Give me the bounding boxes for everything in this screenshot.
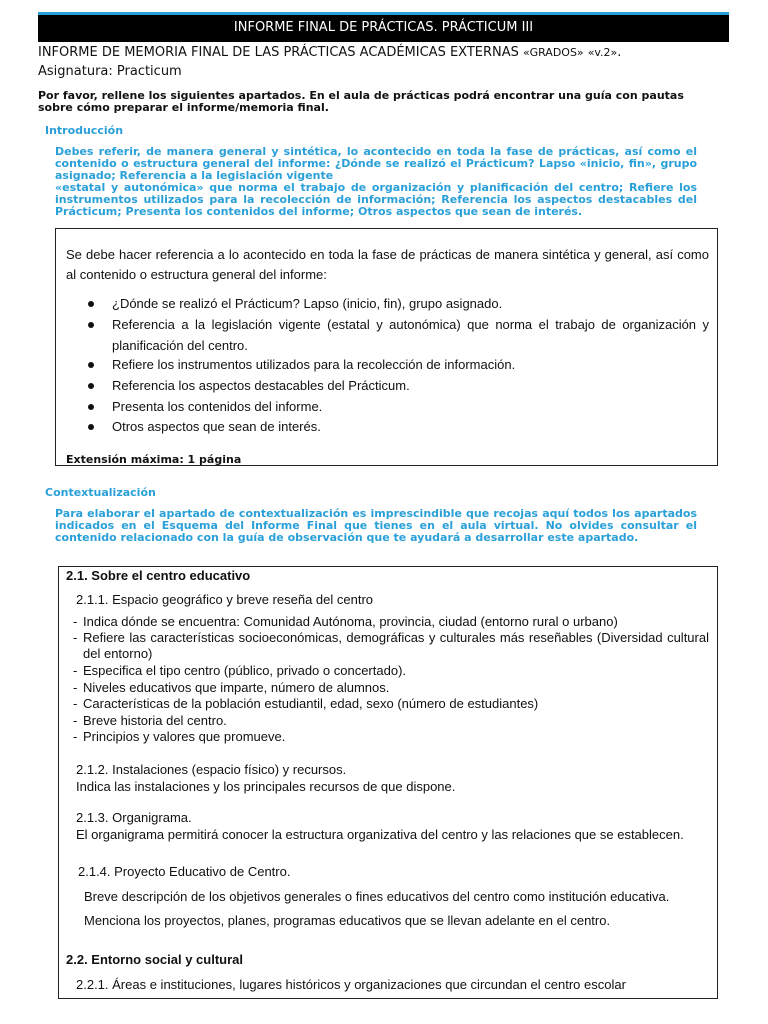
- list-item-text: Refiere las características socioeconómicas, demográficas y culturales más reseñables (Diversidad cultural del entorno): [83, 630, 709, 661]
- introduccion-bullet: ¿Dónde se realizó el Prácticum? Lapso (inicio, fin), grupo asignado.: [112, 296, 503, 311]
- bullet-dot-icon: [88, 424, 94, 430]
- instructions-text: Por favor, rellene los siguientes apartados. En el aula de prácticas podrá encontrar una guía con pautas sobre cómo preparar el informe/memoria final.: [38, 89, 684, 114]
- bullet-dot-icon: [88, 301, 94, 307]
- introduccion-desc-line1: Debes referir, de manera general y sintética, lo acontecido en toda la fase de prácticas, así como el contenido o estructura general del informe: ¿Dónde se realizó el Prácticum? Lapso «inicio, fin», grupo asignado; Referencia a la legislación vigente: [55, 145, 697, 182]
- section-2-2-1-title: 2.2.1. Áreas e instituciones, lugares históricos y organizaciones que circundan el centro escolar: [76, 977, 626, 992]
- introduccion-box: [55, 228, 718, 466]
- bullet-dot-icon: [88, 362, 94, 368]
- dash-marker: -: [73, 614, 78, 629]
- subtitle-field-grados: «GRADOS»: [523, 46, 584, 59]
- contextualizacion-description: Para elaborar el apartado de contextualización es imprescindible que recojas aquí todos los apartados indicados en el Esquema del Informe Final que tienes en el aula virtual. No olvides consultar el contenido relacionado con la guía de observación que te ayudará a desarrollar este apartado.: [55, 507, 697, 544]
- list-item-text: Características de la población estudiantil, edad, sexo (número de estudiantes): [83, 696, 539, 711]
- introduccion-desc-line2: «estatal y autonómica» que norma el trabajo de organización y planificación del centro; Refiere los instrumentos utilizados para la recolección de información; Referencia los aspectos destacables del Prácticum; Presenta los contenidos del informe; Otros aspectos que sean de interés.: [55, 181, 697, 218]
- introduccion-bullet: Referencia los aspectos destacables del Prácticum.: [112, 378, 410, 393]
- subtitle-field-version: «v.2»: [587, 46, 618, 59]
- dash-marker: -: [73, 729, 78, 744]
- dash-marker: -: [73, 680, 78, 695]
- list-item-text: Indica dónde se encuentra: Comunidad Autónoma, provincia, ciudad (entorno rural o urbano): [83, 614, 618, 629]
- list-item-text: Principios y valores que promueve.: [83, 729, 286, 744]
- report-subtitle: [38, 45, 621, 60]
- section-2-1-3-text: El organigrama permitirá conocer la estructura organizativa del centro y las relaciones que se establecen.: [76, 827, 684, 842]
- dash-marker: -: [73, 696, 78, 711]
- introduccion-heading: Introducción: [45, 124, 124, 137]
- dash-marker: -: [73, 713, 78, 728]
- introduccion-bullet: Refiere los instrumentos utilizados para la recolección de información.: [112, 357, 516, 372]
- introduccion-box-intro: Se debe hacer referencia a lo acontecido en toda la fase de prácticas de manera sintética y general, así como al contenido o estructura general del informe:: [66, 247, 709, 282]
- document-title-bar: [38, 15, 729, 42]
- bullet-dot-icon: [88, 322, 94, 328]
- bullet-dot-icon: [88, 383, 94, 389]
- section-2-1-title: 2.1. Sobre el centro educativo: [66, 568, 251, 583]
- section-2-1-1-title: 2.1.1. Espacio geográfico y breve reseña del centro: [76, 592, 374, 607]
- subject-line: Asignatura: Practicum: [38, 64, 182, 79]
- section-2-1-4-text2: Menciona los proyectos, planes, programas educativos que se llevan adelante en el centro.: [84, 913, 611, 928]
- contextualizacion-box: [58, 566, 718, 999]
- section-2-1-4-title: 2.1.4. Proyecto Educativo de Centro.: [78, 864, 291, 879]
- document-title: INFORME FINAL DE PRÁCTICAS. PRÁCTICUM III: [233, 20, 534, 35]
- section-2-2-title: 2.2. Entorno social y cultural: [66, 952, 243, 967]
- section-2-1-4-text1: Breve descripción de los objetivos generales o fines educativos del centro como institución educativa.: [84, 889, 670, 904]
- dash-marker: -: [73, 630, 78, 645]
- introduccion-bullet: Referencia a la legislación vigente (estatal y autonómica) que norma el trabajo de organización y planificación del centro.: [112, 317, 709, 353]
- section-2-1-3-title: 2.1.3. Organigrama.: [76, 810, 192, 825]
- subtitle-text: INFORME DE MEMORIA FINAL DE LAS PRÁCTICAS ACADÉMICAS EXTERNAS: [38, 45, 524, 60]
- introduccion-bullet: Otros aspectos que sean de interés.: [112, 419, 321, 434]
- subtitle-end: .: [617, 45, 622, 60]
- introduccion-box-footer: Extensión máxima: 1 página: [66, 453, 242, 466]
- contextualizacion-heading: Contextualización: [45, 486, 156, 499]
- introduccion-description: [55, 146, 697, 218]
- section-2-1-2-text: Indica las instalaciones y los principales recursos de que dispone.: [76, 779, 456, 794]
- list-item-text: Breve historia del centro.: [83, 713, 227, 728]
- bullet-dot-icon: [88, 404, 94, 410]
- section-2-1-2-title: 2.1.2. Instalaciones (espacio físico) y recursos.: [76, 762, 347, 777]
- dash-marker: -: [73, 663, 78, 678]
- list-item-text: Especifica el tipo centro (público, privado o concertado).: [83, 663, 407, 678]
- list-item-text: Niveles educativos que imparte, número de alumnos.: [83, 680, 390, 695]
- introduccion-bullet: Presenta los contenidos del informe.: [112, 399, 323, 414]
